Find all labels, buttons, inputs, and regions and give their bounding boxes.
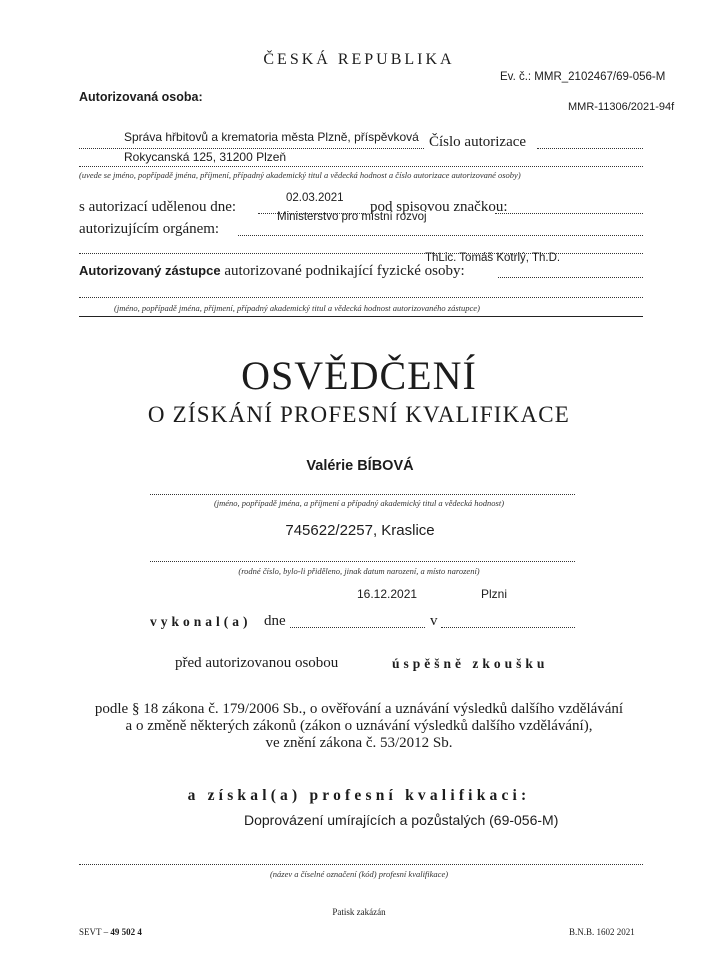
certificate-subtitle: O ZÍSKÁNÍ PROFESNÍ KVALIFIKACE	[147, 402, 571, 427]
divider-line	[79, 316, 643, 317]
legal-line-1: podle § 18 zákona č. 179/2006 Sb., o ověřování a uznávání výsledků dalšího vzdělávání	[94, 701, 624, 717]
file-label: pod spisovou značkou:	[370, 199, 508, 215]
qualification-name: Doprovázení umírajících a pozůstalých (69-056-M)	[244, 812, 559, 828]
dotted-line	[79, 148, 424, 149]
dotted-line	[79, 297, 643, 298]
representative-note: (jméno, popřípadě jména, příjmení, případný akademický titul a vědecká hodnost autorizovaného zástupce)	[114, 303, 480, 313]
place-label: v	[430, 613, 438, 629]
holder-birth: 745622/2257, Kraslice	[285, 522, 435, 539]
holder-name-note: (jméno, popřípadě jména, a příjmení a případný akademický titul a vědecká hodnost)	[213, 498, 505, 508]
certificate-title: OSVĚDČENÍ	[241, 353, 477, 398]
dotted-line	[498, 277, 643, 278]
authorized-person-address: Rokycanská 125, 31200 Plzeň	[124, 150, 287, 164]
authorized-person-label: Autorizovaná osoba:	[79, 90, 203, 104]
dotted-line	[150, 494, 575, 495]
authorized-person-note: (uvede se jméno, popřípadě jména, příjmení, případný akademický titul a vědecká hodnost a číslo autorizace autorizované osoby)	[79, 170, 521, 180]
dotted-line	[537, 148, 643, 149]
dotted-line	[290, 627, 425, 628]
exam-place: Plzni	[481, 587, 508, 601]
authority-label: autorizujícím orgánem:	[79, 221, 220, 237]
sevt-number: 49 502 4	[110, 927, 142, 937]
authorization-number-label: Číslo autorizace	[429, 134, 527, 150]
legal-line-3: ve znění zákona č. 53/2012 Sb.	[265, 735, 453, 751]
reprint-notice: Patisk zakázán	[332, 907, 386, 917]
country-heading: ČESKÁ REPUBLIKA	[263, 51, 455, 68]
qualification-note: (název a číselné označení (kód) profesní kvalifikace)	[269, 869, 449, 879]
dotted-line	[150, 561, 575, 562]
date-label: dne	[264, 613, 286, 629]
exam-date: 16.12.2021	[357, 587, 418, 601]
granted-date: 02.03.2021	[286, 192, 344, 204]
authority-name: Ministerstvo pro místní rozvoj	[277, 211, 427, 223]
representative-label-rest: autorizované podnikající fyzické osoby:	[224, 263, 465, 279]
qualification-heading: a získal(a) profesní kvalifikaci:	[187, 787, 531, 804]
sevt-prefix: SEVT –	[79, 927, 109, 937]
dotted-line	[238, 235, 643, 236]
dotted-line	[441, 627, 575, 628]
granted-label: s autorizací udělenou dne:	[79, 199, 237, 215]
representative-label	[79, 263, 465, 280]
before-text: před autorizovanou osobou	[175, 655, 339, 671]
dotted-line	[79, 166, 643, 167]
mmr-number: MMR-11306/2021-94f	[568, 101, 675, 113]
legal-line-2: a o změně některých zákonů (zákon o uznávání výsledků dalšího vzdělávání),	[125, 718, 593, 734]
holder-name: Valérie BÍBOVÁ	[306, 458, 414, 474]
sevt-code	[79, 927, 142, 937]
bnb-code: B.N.B. 1602 2021	[569, 927, 635, 937]
representative-label-bold: Autorizovaný zástupce	[79, 263, 221, 278]
representative-name: ThLic. Tomáš Kotrlý, Th.D.	[425, 252, 561, 264]
ev-number: Ev. č.: MMR_2102467/69-056-M	[500, 71, 666, 83]
authorized-person-name: Správa hřbitovů a krematoria města Plzně, příspěvková	[124, 130, 419, 144]
dotted-line	[495, 213, 643, 214]
exam-result: úspěšně zkoušku	[392, 656, 549, 671]
dotted-line	[79, 864, 643, 865]
performed-label: vykonal(a)	[150, 614, 252, 629]
holder-birth-note: (rodné číslo, bylo-li přiděleno, jinak datum narození, a místo narození)	[238, 566, 480, 576]
